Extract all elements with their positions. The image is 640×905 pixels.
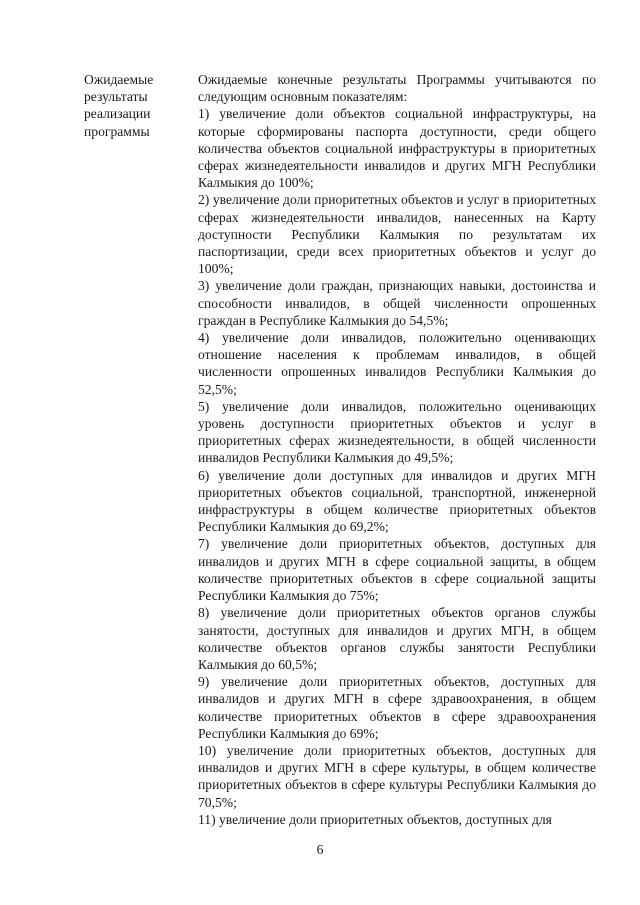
- indicator-item-11: 11) увеличение доли приоритетных объектов, доступных для: [198, 811, 552, 827]
- indicator-item-8: 8) увеличение доли приоритетных объектов органов службы занятости, доступных для инвалидов и других МГН, в общем количестве объектов органов службы занятости Республики Калмыкия до 60,5%;: [198, 605, 596, 672]
- indicator-item-4: 4) увеличение доли инвалидов, положительно оценивающих отношение населения к проблемам инвалидов, в общей численности опрошенных инвалидов Республики Калмыкия до 52,5%;: [198, 330, 596, 397]
- indicator-item-7: 7) увеличение доли приоритетных объектов, доступных для инвалидов и других МГН в сфере социальной защиты, в общем количестве приоритетных объектов в сфере социальной защиты Республики Калмыкия до 75%;: [198, 536, 596, 604]
- indicator-item-5: 5) увеличение доли инвалидов, положительно оценивающих уровень доступности приоритетных объектов и услуг в приоритетных сферах жизнедеятельности, в общей численности инвалидов Республики Калмыкия до 49,5%;: [198, 398, 596, 466]
- section-content: [198, 71, 596, 828]
- indicator-item-9: 9) увеличение доли приоритетных объектов, доступных для инвалидов и других МГН в сфере здравоохранения, в общем количестве приоритетных объектов в сфере здравоохранения Республики Калмыкия до 69%;: [198, 674, 596, 741]
- indicator-item-10: 10) увеличение доли приоритетных объектов, доступных для инвалидов и других МГН в сфере культуры, в общем количестве приоритетных объектов в сфере культуры Республики Калмыкия до 70,5%;: [198, 742, 596, 810]
- indicator-item-2: 2) увеличение доли приоритетных объектов и услуг в приоритетных сферах жизнедеятельности инвалидов, нанесенных на Карту доступности Республики Калмыкия по результатам их паспортизации, среди всех приоритетных объектов и услуг до 100%;: [198, 192, 596, 277]
- intro-paragraph: Ожидаемые конечные результаты Программы учитываются по следующим основным показателям:: [198, 72, 596, 105]
- page-number: 6: [316, 842, 324, 857]
- indicator-item-1: 1) увеличение доли объектов социальной инфраструктуры, на которые сформированы паспорта доступности, среди общего количества объектов социальной инфраструктуры в приоритетных сферах жизнедеятельности инвалидов и других МГН Республики Калмыкия до 100%;: [198, 106, 596, 191]
- indicator-item-3: 3) увеличение доли граждан, признающих навыки, достоинства и способности инвалидов, в общей численности опрошенных граждан в Республике Калмыкия до 54,5%;: [198, 278, 596, 328]
- indicator-item-6: 6) увеличение доли доступных для инвалидов и других МГН приоритетных объектов социальной, транспортной, инженерной инфраструктуры в общем количестве приоритетных объектов Республики Калмыкия до 69,2%;: [198, 467, 596, 535]
- section-label: Ожидаемые результаты реализации программы: [84, 72, 154, 139]
